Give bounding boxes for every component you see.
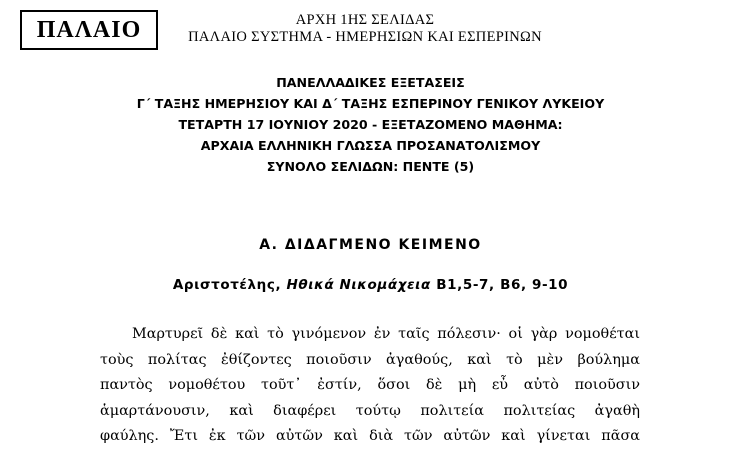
text-line: τοὺς πολίτας ἐθίζοντες ποιοῦσιν ἀγαθούς, καὶ τὸ μὲν βούλημα: [100, 351, 640, 368]
system-label: ΠΑΛΑΙΟ ΣΥΣΤΗΜΑ - ΗΜΕΡΗΣΙΩΝ ΚΑΙ ΕΣΠΕΡΙΝΩΝ: [188, 29, 542, 45]
version-badge: ΠΑΛΑΙΟ: [20, 10, 158, 50]
page-header-right: [160, 12, 570, 46]
exam-subject: ΑΡΧΑΙΑ ΕΛΛΗΝΙΚΗ ΓΛΩΣΣΑ ΠΡΟΣΑΝΑΤΟΛΙΣΜΟΥ: [200, 138, 541, 153]
exam-classes: Γ΄ ΤΑΞΗΣ ΗΜΕΡΗΣΙΟΥ ΚΑΙ Δ΄ ΤΑΞΗΣ ΕΣΠΕΡΙΝΟΥ ΓΕΝΙΚΟΥ ΛΥΚΕΙΟΥ: [136, 96, 605, 111]
source-author: Αριστοτέλης,: [172, 277, 282, 293]
source-reference: Β1,5-7, Β6, 9-10: [436, 277, 569, 293]
page-start-label: ΑΡΧΗ 1ΗΣ ΣΕΛΙΔΑΣ: [295, 12, 435, 28]
exam-date-subject: ΤΕΤΑΡΤΗ 17 ΙΟΥΝΙΟΥ 2020 - ΕΞΕΤΑΖΟΜΕΝΟ ΜΑΘΗΜΑ:: [178, 117, 563, 132]
exam-header: [0, 72, 741, 177]
text-line: φαύλης. Ἔτι ἐκ τῶν αὐτῶν καὶ διὰ τῶν αὐτῶν καὶ γίνεται πᾶσα: [100, 428, 640, 444]
text-line: παντὸς νομοθέτου τοῦτ᾽ ἐστίν, ὅσοι δὲ μὴ εὖ αὐτὸ ποιοῦσιν: [100, 377, 640, 393]
text-line: ἁμαρτάνουσιν, καὶ διαφέρει τούτῳ πολιτεία πολιτείας ἀγαθὴ: [100, 402, 640, 419]
ancient-text: [100, 322, 640, 450]
text-source: [0, 277, 741, 293]
source-work: Ηθικά Νικομάχεια: [286, 277, 431, 293]
page-count: ΣΥΝΟΛΟ ΣΕΛΙΔΩΝ: ΠΕΝΤΕ (5): [266, 159, 475, 174]
text-line: Μαρτυρεῖ δὲ καὶ τὸ γινόμενον ἐν ταῖς πόλεσιν· οἱ γὰρ νομοθέται: [132, 326, 640, 342]
exam-title: ΠΑΝΕΛΛΑΔΙΚΕΣ ΕΞΕΤΑΣΕΙΣ: [276, 75, 465, 90]
section-title: Α. ΔΙΔΑΓΜΕΝΟ ΚΕΙΜΕΝΟ: [259, 237, 482, 253]
